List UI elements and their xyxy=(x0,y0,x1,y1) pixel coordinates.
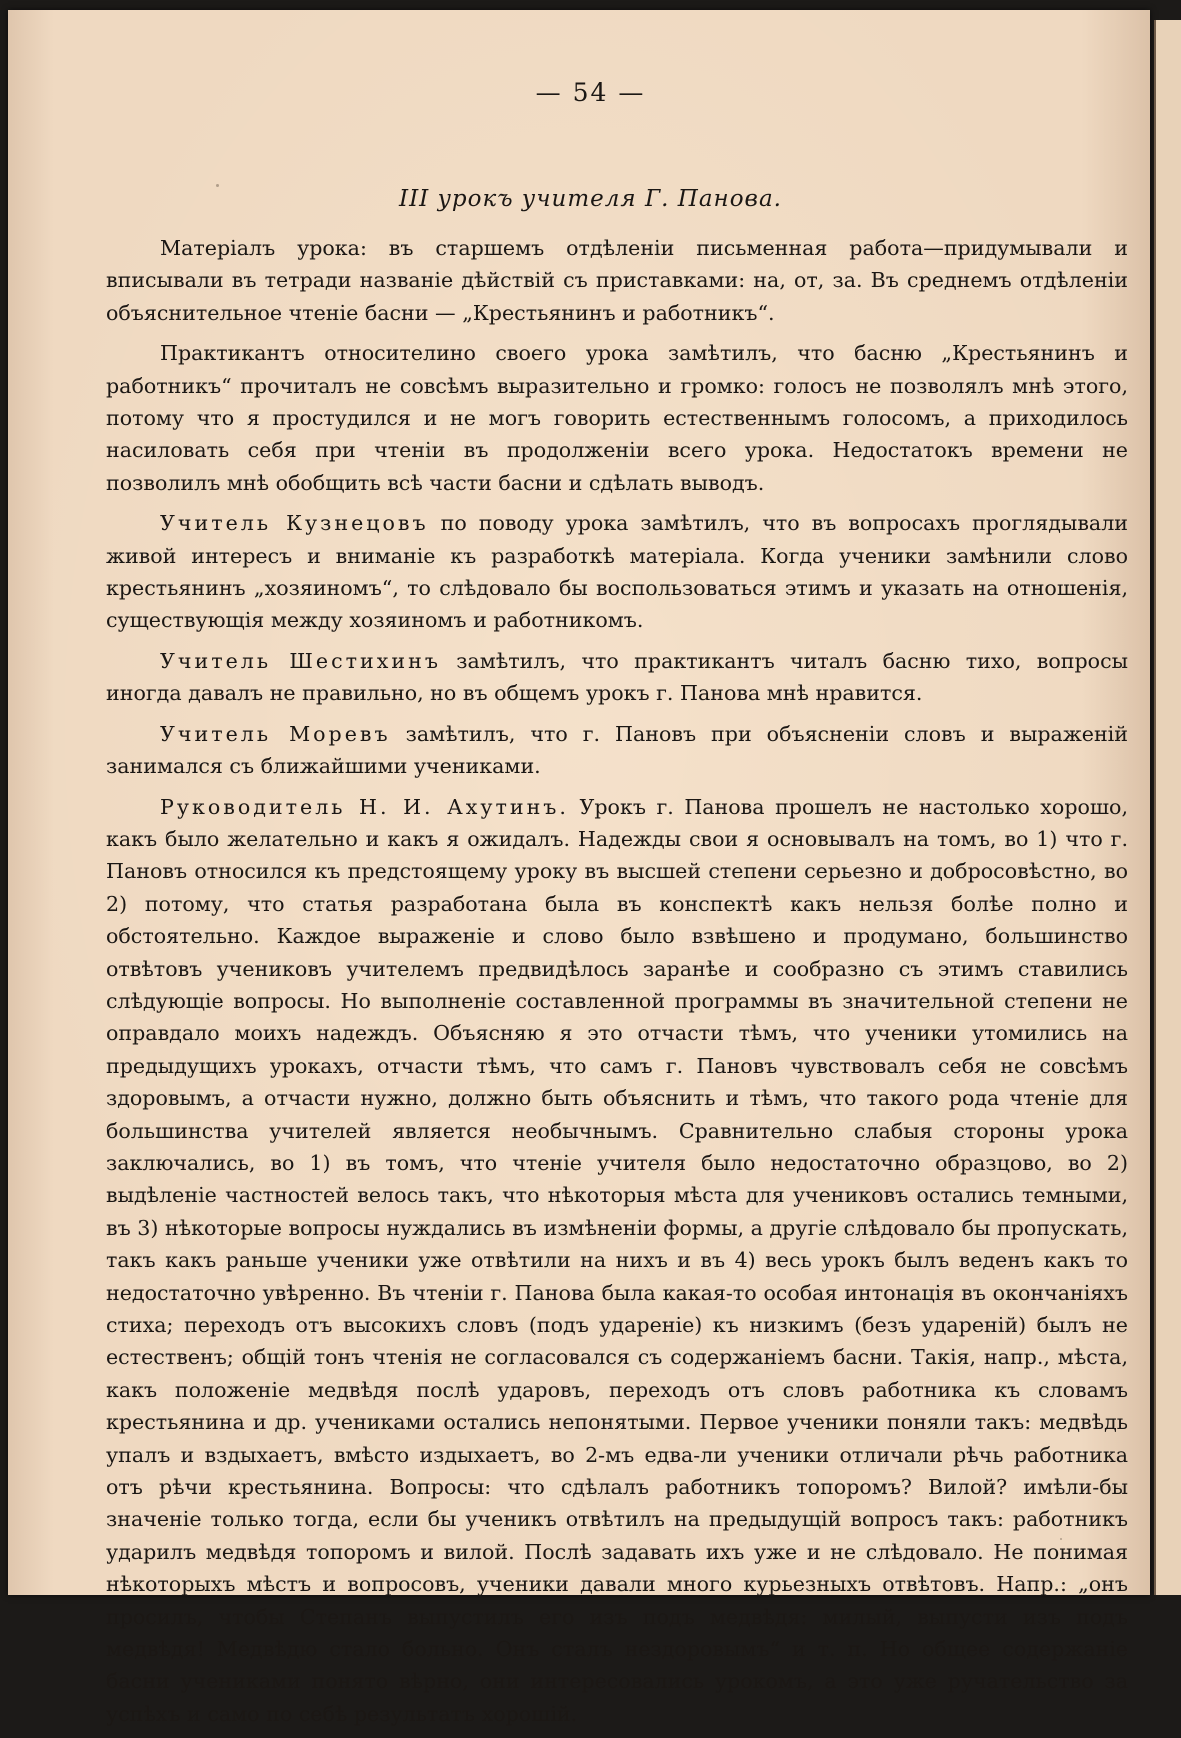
paragraph-morev xyxy=(106,718,1128,783)
bleed-through-text xyxy=(128,152,134,174)
paragraph-practitioner xyxy=(106,337,1128,499)
paragraph-text: Практикантъ относителино своего урока замѣтилъ, что басню „Крестьянинъ и работникъ“ прочиталъ не совсѣмъ выразительно и громко: голосъ не позволялъ мнѣ этого, потому что я простудился и не могъ говорить естественнымъ голосомъ, а приходилось насиловать себя при чтеніи въ продолженіи всего урока. Недостатокъ времени не позволилъ мнѣ обобщить всѣ части басни и сдѣлать выводъ. xyxy=(106,341,1128,495)
paragraph-materials xyxy=(106,232,1128,329)
speaker-name: Учитель Шестихинъ xyxy=(160,648,441,673)
lesson-title: III урокъ учителя Г. Панова. xyxy=(399,186,782,212)
paragraph-text: замѣтилъ, что практикантъ читалъ басню тихо, вопросы иногда давалъ не правильно, но въ общемъ урокъ г. Панова мнѣ нравится. xyxy=(106,648,1129,706)
paragraph-kuznetsov xyxy=(106,507,1128,637)
paragraph-text: по поводу урока замѣтилъ, что въ вопросахъ проглядывали живой интересъ и вниманіе къ разработкѣ матеріала. Когда ученики замѣнили слово крестьянинъ „хозяиномъ“, то слѣдовало бы воспользоваться этимъ и указать на отношенія, существующія между хозяиномъ и работникомъ. xyxy=(106,511,1129,633)
speaker-name: Учитель Моревъ xyxy=(160,721,391,746)
page-number: — 54 — xyxy=(535,78,646,107)
speaker-name: Учитель Кузнецовъ xyxy=(160,511,429,536)
paragraph-text: Урокъ г. Панова прошелъ не настолько хорошо, какъ было желательно и какъ я ожидалъ. Надежды свои я основывалъ на томъ, во 1) что г. Пановъ относился къ предстоящему уроку въ высшей степени серьезно и добросовѣстно, во 2) потому, что статья разработана была въ конспектѣ какъ нельзя болѣе полно и обстоятельно. Каждое выраженіе и слово было взвѣшено и продумано, большинство отвѣтовъ учениковъ учителемъ предвидѣлось заранѣе и сообразно съ этимъ ставились слѣдующіе вопросы. Но выполненіе составленной программы въ значительной степени не оправдало моихъ надеждъ. Объясняю я это отчасти тѣмъ, что ученики утомились на предыдущихъ урокахъ, отчасти тѣмъ, что самъ г. Пановъ чувствовалъ себя не совсѣмъ здоровымъ, а отчасти нужно, должно быть объяснить и тѣмъ, что такого рода чтеніе для большинства учителей является необычнымъ. Сравнительно слабыя стороны урока заключались, во 1) въ томъ, что чтеніе учителя было недостаточно образцово, во 2) выдѣленіе частностей велось такъ, что нѣкоторыя мѣста для учениковъ остались темными, въ 3) нѣкоторые вопросы нуждались въ измѣненіи формы, а другіе слѣдовало бы пропускать, такъ какъ раньше ученики уже отвѣтили на нихъ и въ 4) весь урокъ былъ веденъ какъ то недостаточно увѣренно. Въ чтеніи г. Панова была какая-то особая интонація въ окончаніяхъ стиха; переходъ отъ высокихъ словъ (подъ удареніе) къ низкимъ (безъ удареній) былъ не естественъ; общій тонъ чтенія не согласовался съ содержаніемъ басни. Такія, напр., мѣста, какъ положеніе медвѣдя послѣ ударовъ, переходъ отъ словъ работника къ словамъ крестьянина и др. учениками остались непонятыми. Первое ученики поняли такъ: медвѣдь упалъ и вздыхаетъ, вмѣсто издыхаетъ, во 2-мъ едва-ли ученики отличали рѣчь работника отъ рѣчи крестьянина. Вопросы: что сдѣлалъ работникъ топоромъ? Вилой? имѣли-бы значеніе только тогда, если бы ученикъ отвѣтилъ на предыдущій вопросъ такъ: работникъ ударилъ медвѣдя топоромъ и вилой. Послѣ задавать ихъ уже и не слѣдовало. Не понимая нѣкоторыхъ мѣстъ и вопросовъ, ученики давали много курьезныхъ отвѣтовъ. Напр.: „онъ просилъ, чтобы Степанъ выпустилъ его изъ подъ медвѣдя: милый, выпусти изъ подъ медвѣдя! Медвѣдю стало больно. Онъ сталъ нездоровымъ“ и т. п. Но общее содержаніе басни учениками понято вѣрно, они интересовались урокомъ, а это уже ручательство за успѣхъ и само по себѣ результатъ хорошій. xyxy=(106,794,1128,1726)
adjacent-page-edge xyxy=(1154,20,1181,1595)
paragraph-akhutin xyxy=(106,791,1128,1731)
document-body xyxy=(106,232,1128,1738)
paragraph-text: Матеріалъ урока: въ старшемъ отдѣленіи письменная работа—придумывали и вписывали въ тетради названіе дѣйствій съ приставками: на, от, за. Въ среднемъ отдѣленіи объяснительное чтеніе басни — „Крестьянинъ и работникъ“. xyxy=(106,236,1128,325)
speaker-name: Руководитель Н. И. Ахутинъ. xyxy=(160,794,569,819)
paragraph-shestikhin xyxy=(106,645,1128,710)
paragraph-text: замѣтилъ, что г. Пановъ при объясненіи словъ и выраженій занимался съ ближайшими учениками. xyxy=(106,721,1128,779)
